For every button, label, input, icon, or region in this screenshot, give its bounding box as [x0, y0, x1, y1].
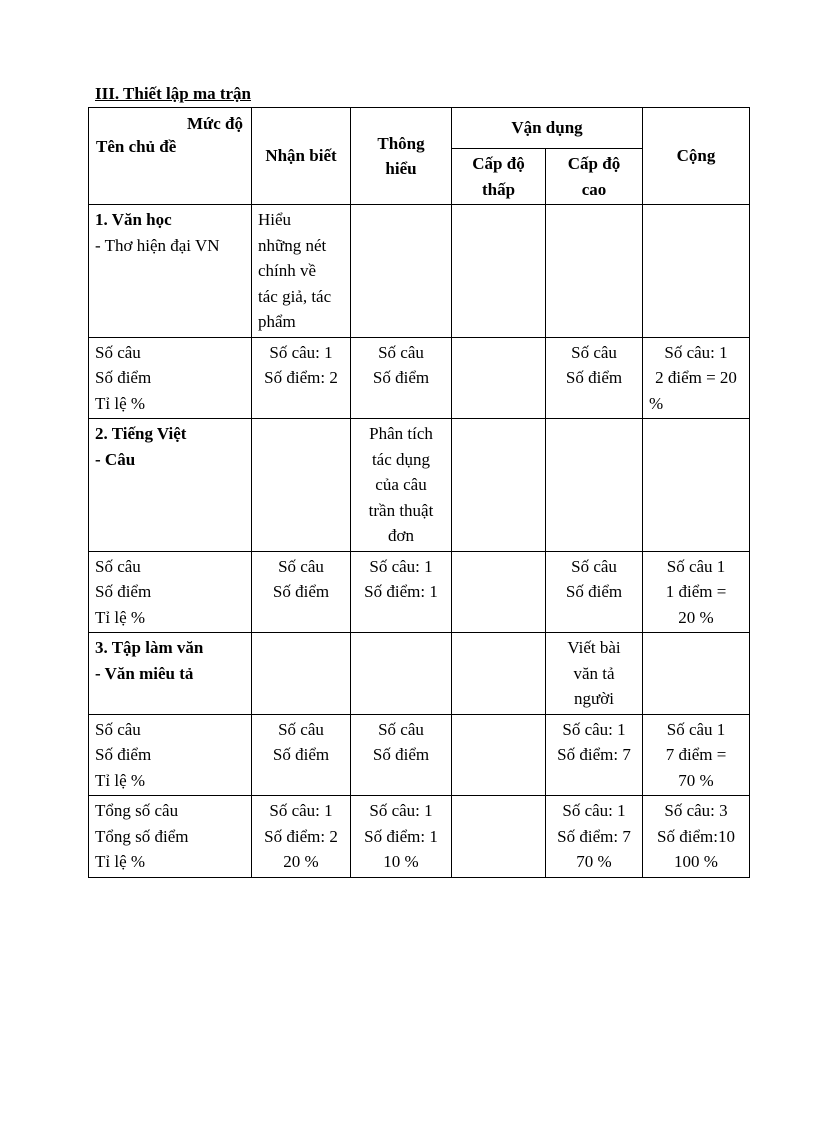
cap-do-cao-cell: Viết bài văn tả người	[546, 633, 643, 715]
header-thong-hieu: Thông hiểu	[351, 108, 452, 205]
diagonal-header-cell	[89, 108, 252, 205]
thong-hieu-total: Số câu: 1 Số điểm: 1 10 %	[351, 796, 452, 878]
totals-row	[89, 796, 750, 878]
cong-stats: Số câu 1 7 điểm = 70 %	[643, 714, 750, 796]
matrix-table	[88, 107, 750, 878]
stats-row-tieng-viet	[89, 551, 750, 633]
header-cap-do-thap: Cấp độ thấp	[452, 149, 546, 205]
stats-labels: Số câu Số điểm Tỉ lệ %	[89, 714, 252, 796]
header-muc-do: Mức độ	[187, 114, 243, 133]
topic-cell: 1. Văn học - Thơ hiện đại VN	[89, 205, 252, 338]
header-cong: Cộng	[643, 108, 750, 205]
thong-hieu-stats: Số câu: 1 Số điểm: 1	[351, 551, 452, 633]
nhan-biet-stats: Số câu Số điểm	[252, 551, 351, 633]
thong-hieu-stats: Số câu Số điểm	[351, 714, 452, 796]
cong-total: Số câu: 3 Số điểm:10 100 %	[643, 796, 750, 878]
nhan-biet-stats: Số câu: 1 Số điểm: 2	[252, 337, 351, 419]
header-ten-chu-de: Tên chủ đề	[96, 137, 177, 156]
topic-row-tap-lam-van	[89, 633, 750, 715]
thong-hieu-stats: Số câu Số điểm	[351, 337, 452, 419]
stats-row-tap-lam-van	[89, 714, 750, 796]
nhan-biet-stats: Số câu Số điểm	[252, 714, 351, 796]
topic-row-van-hoc	[89, 205, 750, 338]
cap-do-cao-stats: Số câu: 1 Số điểm: 7	[546, 714, 643, 796]
stats-row-van-hoc	[89, 337, 750, 419]
topic-row-tieng-viet	[89, 419, 750, 552]
cong-stats: Số câu 1 1 điểm = 20 %	[643, 551, 750, 633]
header-van-dung: Vận dụng	[452, 108, 643, 149]
totals-labels: Tổng số câu Tổng số điểm Tỉ lệ %	[89, 796, 252, 878]
cap-do-cao-total: Số câu: 1 Số điểm: 7 70 %	[546, 796, 643, 878]
stats-labels: Số câu Số điểm Tỉ lệ %	[89, 551, 252, 633]
topic-cell: 2. Tiếng Việt - Câu	[89, 419, 252, 552]
topic-cell: 3. Tập làm văn - Văn miêu tả	[89, 633, 252, 715]
nhan-biet-cell: Hiểu những nét chính về tác giả, tác phẩm	[252, 205, 351, 338]
header-cap-do-cao: Cấp độ cao	[546, 149, 643, 205]
header-nhan-biet: Nhận biết	[252, 108, 351, 205]
cap-do-cao-stats: Số câu Số điểm	[546, 551, 643, 633]
header-row-1	[89, 108, 750, 149]
cap-do-cao-stats: Số câu Số điểm	[546, 337, 643, 419]
cong-stats: Số câu: 1 2 điểm = 20 %	[643, 337, 750, 419]
section-heading: III. Thiết lập ma trận	[95, 84, 252, 103]
nhan-biet-total: Số câu: 1 Số điểm: 2 20 %	[252, 796, 351, 878]
thong-hieu-cell: Phân tích tác dụng của câu trần thuật đơn	[351, 419, 452, 552]
stats-labels: Số câu Số điểm Tỉ lệ %	[89, 337, 252, 419]
